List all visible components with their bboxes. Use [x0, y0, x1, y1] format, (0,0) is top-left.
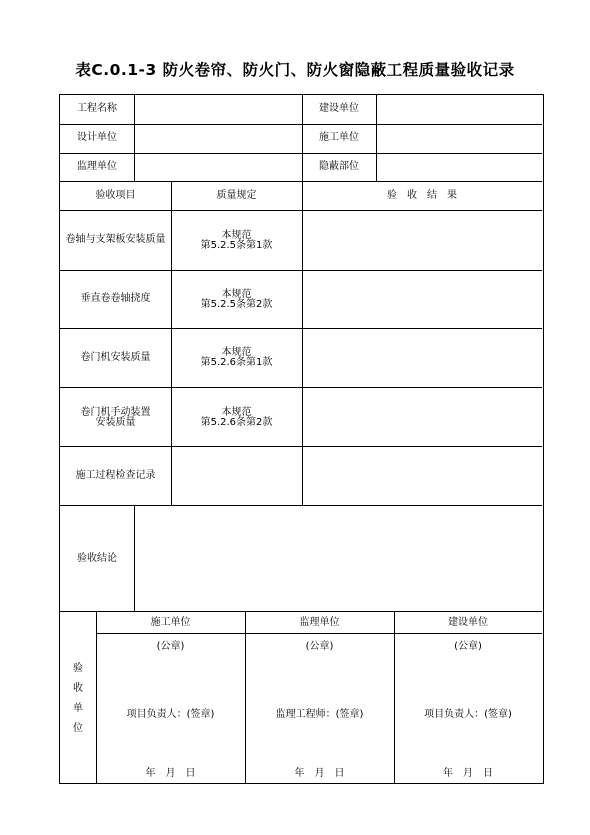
acceptance-form — [59, 94, 544, 784]
concealed-part-label: 隐蔽部位 — [319, 161, 359, 172]
sign-section-label: 验 收 单 位 — [73, 663, 83, 734]
signer-text: 项目负责人：(签章) — [126, 709, 215, 720]
sign-unit-header: 施工单位 — [150, 617, 191, 628]
item-spec: 第5.2.6条第1款 — [200, 357, 273, 368]
sign-unit-header: 建设单位 — [448, 617, 488, 628]
date-text: 年 月 日 — [443, 768, 493, 779]
item-spec: 本规范 — [221, 407, 252, 418]
header-result: 验 收 结 果 — [387, 190, 457, 201]
row-line — [96, 633, 542, 634]
col-line — [134, 95, 135, 181]
sign-unit-header: 监理单位 — [299, 617, 340, 628]
row-line — [60, 124, 542, 125]
item-spec: 第5.2.5条第2款 — [200, 299, 273, 310]
item-spec: 本规范 — [221, 289, 252, 300]
process-record-label: 施工过程检查记录 — [75, 470, 156, 481]
header-item: 验收项目 — [95, 190, 136, 201]
item-spec: 第5.2.5条第1款 — [200, 240, 273, 251]
item-name: 安装质量 — [95, 417, 136, 428]
seal-text: (公章) — [454, 641, 482, 652]
date-text: 年 月 日 — [294, 768, 345, 779]
signer-text: 项目负责人：(签章) — [424, 709, 512, 720]
row-line — [60, 446, 542, 447]
row-line — [60, 611, 542, 612]
seal-text: (公章) — [305, 641, 334, 652]
seal-text: (公章) — [156, 641, 185, 652]
item-name: 卷门机安装质量 — [80, 352, 151, 363]
row-line — [60, 328, 542, 329]
design-unit-label: 设计单位 — [77, 132, 117, 143]
project-name-label: 工程名称 — [77, 103, 117, 114]
col-line — [96, 611, 97, 783]
row-line — [60, 387, 542, 388]
date-text: 年 月 日 — [145, 768, 196, 779]
page-title: 表C.0.1-3 防火卷帘、防火门、防火窗隐蔽工程质量验收记录 — [75, 61, 515, 79]
item-spec: 本规范 — [221, 230, 252, 241]
col-line — [134, 505, 135, 611]
construction-owner-label: 建设单位 — [319, 103, 359, 114]
row-line — [60, 210, 542, 211]
item-spec: 第5.2.6条第2款 — [200, 417, 273, 428]
col-line — [376, 95, 377, 181]
row-line — [60, 153, 542, 154]
col-line — [245, 611, 246, 783]
row-line — [60, 270, 542, 271]
item-name: 卷门机手动装置 — [80, 407, 151, 418]
item-name: 垂直卷卷轴挠度 — [80, 293, 151, 304]
row-line — [60, 505, 542, 506]
row-line — [60, 181, 542, 182]
col-line — [302, 181, 303, 505]
col-line — [394, 611, 395, 783]
conclusion-label: 验收结论 — [77, 553, 117, 564]
header-spec: 质量规定 — [216, 190, 257, 201]
signer-text: 监理工程师：(签章) — [275, 709, 364, 720]
construction-unit-label: 施工单位 — [319, 132, 359, 143]
supervision-unit-label: 监理单位 — [77, 161, 117, 172]
item-name: 卷轴与支架板安装质量 — [65, 234, 166, 245]
item-spec: 本规范 — [221, 347, 252, 358]
